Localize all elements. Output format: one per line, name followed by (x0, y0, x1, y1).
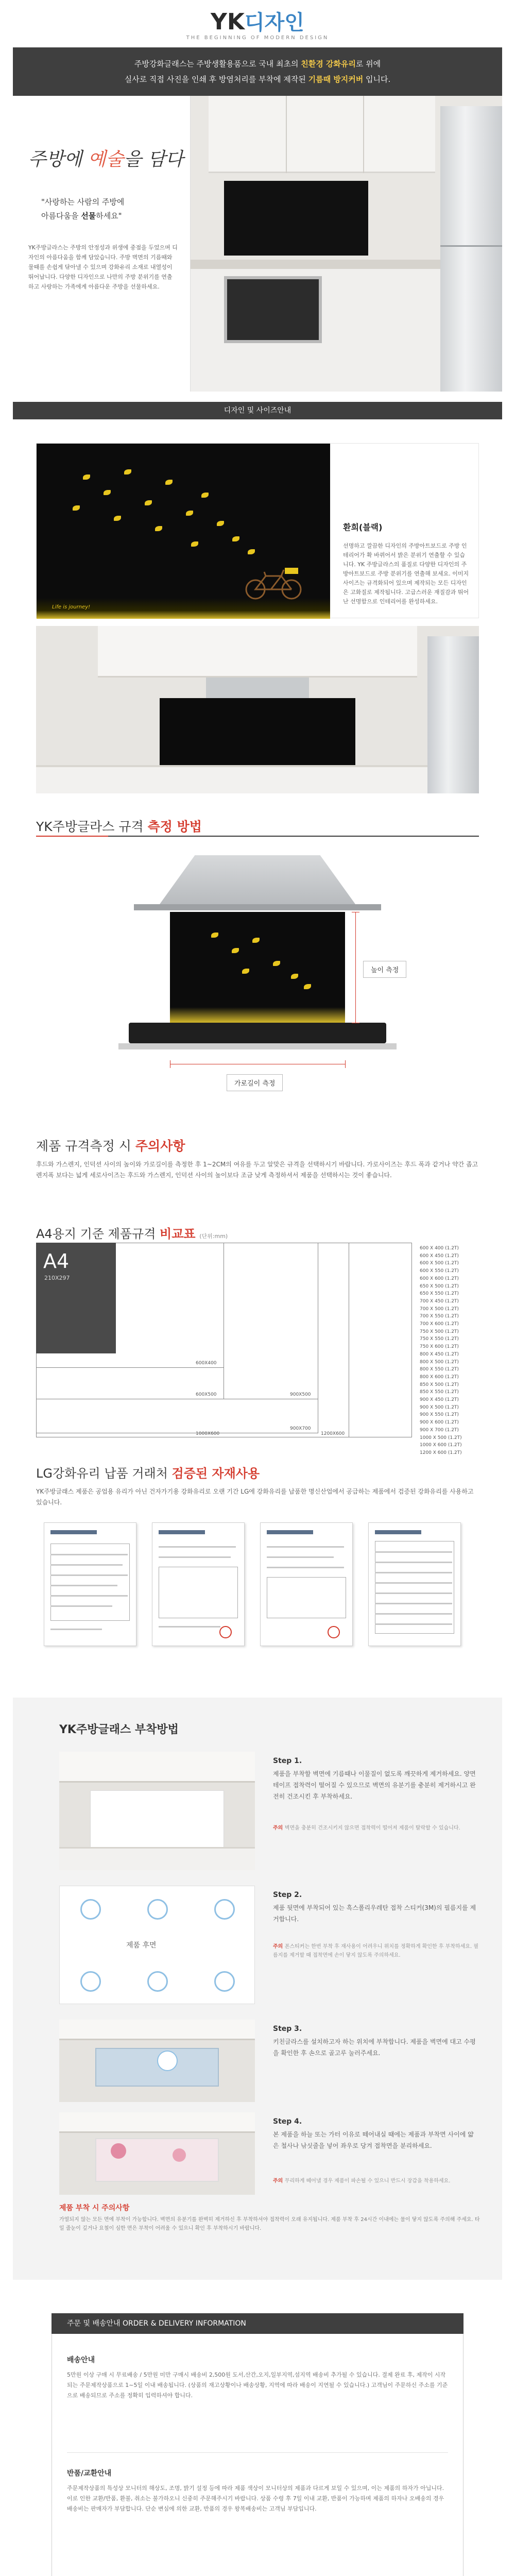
size-item: 900 X 500 (1.2T) (420, 1404, 459, 1410)
warning-label: 주의 (273, 2178, 285, 2184)
doc-line (375, 1603, 452, 1604)
range-hood (206, 677, 309, 698)
hero-description: YK주방글라스는 주방의 안정성과 위생에 중점을 두었으며 디자인의 아름다움을 함께 담았습니다. 주방 벽면의 기름때와 물때를 손쉽게 닦아낼 수 있으며 강화유리 소재로 내열성이 뛰어납니다. 다양한 디자인으로 나만의 주방 분위기를 연출하고 사랑하는 가족에게 아름다운 주방을 선물하세요. (28, 244, 178, 290)
leaf-shape (304, 984, 311, 989)
size-item: 650 X 500 (1.2T) (420, 1283, 459, 1289)
leaf-shape (291, 974, 298, 979)
dimension-tick (345, 1060, 346, 1068)
size-item: 700 X 600 (1.2T) (420, 1321, 459, 1327)
doc-line (50, 1629, 102, 1630)
doc-line (50, 1585, 117, 1586)
leaf-shape (155, 526, 162, 531)
delivery-title: 배송안내 (67, 2356, 95, 2364)
leaf-shape (232, 536, 239, 541)
doc-line (159, 1556, 231, 1558)
leaf-shape (242, 969, 249, 974)
a4-title-red: 비교표 (160, 1227, 196, 1241)
notes-title-red: 주의사항 (135, 1139, 185, 1154)
size-label: 600X400 (196, 1361, 217, 1366)
hero-title-accent: 예술 (88, 149, 124, 170)
leaf-shape (191, 541, 198, 547)
upper-cabinet (209, 96, 435, 173)
size-item: 850 X 550 (1.2T) (420, 1389, 459, 1395)
step-2-text: 제품 뒷면에 부착되어 있는 흑스폴리우레탄 접착 스티커(3M)의 필름지를 제거합니다. (273, 1904, 476, 1923)
brand-logo (0, 6, 515, 36)
size-item: 750 X 550 (1.2T) (420, 1336, 459, 1342)
intro-highlight: 친환경 강화유리 (301, 59, 356, 69)
upper-cabinet (98, 626, 417, 677)
doc-table (375, 1541, 454, 1634)
step-2-warning (273, 1942, 479, 1960)
size-item: 600 X 550 (1.2T) (420, 1268, 459, 1274)
doc-line (50, 1574, 128, 1576)
step-2-image (59, 1886, 255, 2004)
doc-line (50, 1595, 128, 1597)
size-item: 750 X 600 (1.2T) (420, 1344, 459, 1350)
leaf-shape (73, 505, 80, 511)
size-item: 650 X 550 (1.2T) (420, 1291, 459, 1297)
a4-title (36, 1224, 228, 1242)
back-side-label: 제품 후면 (126, 1941, 157, 1950)
upper-cabinet (59, 2112, 255, 2133)
cabinet-seam (286, 96, 287, 173)
intro-line-2 (13, 72, 502, 87)
step-3-image (59, 2020, 255, 2102)
oven (224, 276, 322, 343)
step-4-warning (273, 2177, 479, 2185)
bicycle-icon (243, 565, 304, 601)
warning-text: 폰스티커는 한번 부착 후 재사용이 어려우니 위치를 정확하게 확인한 후 부착하세요. 필름지를 제거할 때 접착면에 손이 닿지 않도록 주의하세요. (273, 1944, 479, 1958)
refrigerator-split (440, 245, 502, 247)
info-divider (67, 2452, 448, 2453)
doc-line (50, 1554, 128, 1555)
size-label: 900X500 (290, 1392, 311, 1397)
step-1-warning (273, 1824, 479, 1833)
width-label: 가로길이 측정 (227, 1074, 283, 1091)
doc-line (375, 1613, 452, 1615)
hero-quote-2 (41, 210, 122, 221)
design-name: 환희(블랙) (343, 522, 383, 532)
return-text: 주문제작상품의 특성상 모니터의 해상도, 조명, 밝기 설정 등에 따라 제품 색상이 모니터상의 제품과 다르게 보일 수 있으며, 이는 제품의 하자가 아닙니다. 이로 인한 교환/반품, 환불, 취소는 불가하오니 신중히 주문해주시기 바랍니다. 상품 수령 후 7일 이내 교환, 반품이 가능하며 제품의 하자나 오배송의 경우 배송비는 판매자가 부담합니다. 단순 변심에 의한 교환, 반품의 경우 왕복배송비는 고객님 부담입니다. (67, 2485, 444, 2512)
installed-kitchen-photo (36, 626, 479, 793)
leaf-shape (114, 516, 121, 521)
leaf-shape (165, 480, 173, 485)
warning-label: 주의 (273, 1825, 285, 1831)
doc-header (375, 1530, 421, 1534)
doc-line (375, 1572, 452, 1573)
hero-quote-text: 아름다움을 (41, 211, 81, 221)
step-2-title: Step 2. (273, 1891, 302, 1899)
intro-text: 입니다. (363, 75, 391, 84)
kitchen-glass-panel (160, 698, 355, 765)
adhesive-dot (147, 1971, 168, 1992)
size-item: 900 X 550 (1.2T) (420, 1412, 459, 1418)
warning-text: 벽면을 충분히 건조시키지 않으면 접착력이 떨어져 제품이 탈락할 수 있습니다. (284, 1825, 460, 1831)
step-4-image (59, 2112, 255, 2195)
size-item: 700 X 550 (1.2T) (420, 1314, 459, 1319)
size-item: 900 X 600 (1.2T) (420, 1420, 459, 1426)
doc-line (50, 1564, 123, 1566)
design-artwork (37, 444, 330, 619)
refrigerator (440, 106, 502, 392)
measure-title-text: YK주방글라스 규격 (36, 819, 148, 834)
leaf-shape (186, 511, 193, 516)
a4-title-unit: (단위:mm) (199, 1233, 228, 1240)
notes-title-text: 제품 규격측정 시 (36, 1139, 135, 1154)
certificate-document (368, 1522, 461, 1646)
seal-icon (219, 1626, 232, 1638)
adhesive-dot (80, 1899, 101, 1920)
hero-quote-bold: 선물 (81, 211, 96, 221)
size-label: 1000X600 (196, 1431, 220, 1436)
intro-text: 로 위에 (355, 59, 381, 69)
doc-header (50, 1530, 97, 1534)
lg-title-text: LG강화유리 납품 거래처 (36, 1466, 172, 1481)
install-caution-text: 가열되지 않는 모든 면에 부착이 가능합니다. 벽면의 유분기를 완벽히 제거하신 후 부착하셔야 접착력이 오래 유지됩니다. 제품 부착 후 24시간 이내에는 물이 닿지 않도록 주의해 주세요. 타일 줄눈이 깊거나 요철이 심한 면은 부착이 어려울 수 있으니 확인 후 부착하시기 바랍니다. (59, 2217, 480, 2231)
size-label: 900X700 (290, 1426, 311, 1431)
logo-korean: 디자인 (245, 11, 304, 35)
intro-text: 실사로 직접 사진을 인쇄 후 방염처리를 부착에 제작된 (124, 75, 308, 84)
refrigerator (427, 636, 479, 793)
size-item: 800 X 600 (1.2T) (420, 1374, 459, 1380)
doc-line (375, 1592, 452, 1594)
step-1-image (59, 1752, 255, 1870)
step-1-title: Step 1. (273, 1757, 302, 1765)
delivery-text: 5만원 이상 구매 시 무료배송 / 5만원 미만 구매시 배송비 2,500원 도서,산간,오지,일부지역,섬지역 배송비 추가될 수 있습니다. 결제 완료 후, 제작이 시작되는 주문제작상품으로 1~5일 이내 배송됩니다. (상품의 재고상황이나 배송상황, 지역에 따라 배송이 지연될 수 있습니다.) 고객님이 주문하신 주소를 기준으로 배송되므로 주소를 정확히 입력하셔야 합니다. (67, 2371, 448, 2399)
design-description: 선명하고 깔끔한 디자인의 주방아트보드로 주방 인테리어가 확 바뀌어서 밝은 분위기 연출할 수 있습니다. YK 주방글라스의 품질로 다양한 디자인의 주방아트보드로 주방 분위기를 연출해 보세요. 이미지 사이즈는 규격화되어 있으며 제작되는 모든 디자인은 고화질로 제작됩니다. 고급스러운 재질감과 뛰어난 선명함으로 인테리어를 완성하세요. (343, 543, 469, 605)
seal-icon (328, 1626, 340, 1638)
upper-cabinet (59, 1752, 255, 1783)
leaf-shape (124, 469, 131, 474)
kitchen-glass-panel (224, 181, 368, 256)
certificate-document (44, 1522, 136, 1646)
a4-label: A4 (43, 1250, 70, 1273)
doc-line (375, 1582, 452, 1584)
size-item: 750 X 500 (1.2T) (420, 1329, 459, 1334)
clean-wall (90, 1790, 224, 1850)
intro-text: 주방강화글래스는 주방생활용품으로 국내 최초의 (134, 59, 301, 69)
certificate-document (152, 1522, 245, 1646)
hero-kitchen-photo (13, 96, 502, 392)
design-grass (170, 1007, 345, 1023)
logo-yk: YK (211, 9, 245, 35)
section-divider-accent (36, 836, 108, 837)
leaf-shape (217, 521, 224, 526)
flower-shape (173, 2148, 186, 2162)
step-1-text: 제품을 부착할 벽면에 기름때나 이물질이 없도록 깨끗하게 제거하세요. 양면테이프 접착력이 떨어질 수 있으므로 벽면의 유분기를 충분히 제거하시고 완전히 건조시킨 후 부착하세요. (273, 1770, 476, 1800)
hero-title-text: 을 담다 (124, 149, 184, 170)
glass-panel-diagram (170, 912, 345, 1023)
size-list (420, 1245, 497, 1457)
size-item: 900 X 700 (1.2T) (420, 1427, 459, 1433)
order-info-box (52, 2313, 464, 2576)
size-item: 600 X 600 (1.2T) (420, 1276, 459, 1281)
doc-table (267, 1577, 346, 1618)
size-item: 600 X 450 (1.2T) (420, 1253, 459, 1259)
countertop (188, 260, 440, 269)
step-3-text: 키친글라스를 설치하고자 하는 위치에 부착합니다. 제품을 벽면에 대고 수평을 확인한 후 손으로 골고루 눌러주세요. (273, 2038, 476, 2057)
cabinet-seam (363, 96, 364, 173)
doc-line (375, 1551, 452, 1553)
leaf-shape (83, 474, 90, 480)
step-3-title: Step 3. (273, 2025, 302, 2033)
doc-line (267, 1546, 344, 1548)
upper-cabinet (59, 2020, 255, 2040)
notes-title (36, 1136, 185, 1155)
size-item: 800 X 450 (1.2T) (420, 1351, 459, 1357)
return-title: 반품/교환안내 (67, 2469, 112, 2478)
hero-title-text: 주방에 (28, 149, 88, 170)
glass-being-attached (95, 2048, 219, 2087)
lg-title-red: 검증된 자재사용 (171, 1466, 260, 1481)
size-item: 900 X 450 (1.2T) (420, 1397, 459, 1403)
flower-shape (111, 2143, 126, 2159)
size-item: 800 X 550 (1.2T) (420, 1367, 459, 1372)
size-item: 1000 X 600 (1.2T) (420, 1443, 462, 1448)
leaf-shape (273, 961, 280, 966)
size-item: 700 X 500 (1.2T) (420, 1306, 459, 1312)
design-card (36, 443, 479, 618)
a4-dimension: 210X297 (44, 1275, 70, 1281)
doc-line (267, 1567, 344, 1568)
countertop (118, 1043, 397, 1049)
a4-title-text: A4용지 기준 제품규격 (36, 1227, 160, 1241)
logo-tagline: THE BEGINNING OF MODERN DESIGN (186, 35, 329, 41)
adhesive-dot (214, 1899, 235, 1920)
warning-label: 주의 (273, 1944, 285, 1950)
adhesive-dot (147, 1899, 168, 1920)
doc-line (375, 1623, 452, 1625)
hero-text-panel (13, 96, 191, 392)
leaf-shape (145, 500, 152, 505)
certificate-document (260, 1522, 353, 1646)
size-item: 800 X 500 (1.2T) (420, 1359, 459, 1365)
measure-title-red: 측정 방법 (147, 819, 202, 834)
range-hood-diagram (160, 855, 355, 904)
leaf-shape (248, 549, 255, 554)
notes-text: 후드와 가스렌지, 인덕션 사이의 높이와 가로길이를 측정한 후 1~2CM의 여유를 두고 알맞은 규격을 선택하시기 바랍니다. 가로사이즈는 후드 폭과 같거나 약간 좁고 렌지폭 보다는 넓게 세로사이즈는 후드와 가스렌지, 인덕션 사이의 높이보다 조금 낮게 측정하셔서 제품을 선택하시는 것이 좋습니다. (36, 1161, 478, 1179)
size-label: 600X500 (196, 1392, 217, 1397)
install-caution-title: 제품 부착 시 주의사항 (59, 2204, 130, 2212)
doc-line (159, 1546, 236, 1548)
intro-highlight: 기름때 방지커버 (308, 75, 364, 84)
lg-text: YK주방글래스 제품은 공업용 유리가 아닌 건자가기용 강화유리로 오랜 기간 LG에 강화유리를 납품한 명신산업에서 공급하는 제품에서 검증된 강화유리를 사용하고 있습니다. (36, 1488, 474, 1506)
doc-line (50, 1605, 112, 1607)
hero-quote-text: 하세요" (96, 211, 122, 221)
measure-title (36, 817, 202, 835)
install-title: YK주방글래스 부착방법 (59, 1723, 179, 1736)
size-item: 1200 X 600 (1.2T) (420, 1450, 462, 1455)
adhesive-dot (80, 1971, 101, 1992)
size-item: 600 X 400 (1.2T) (420, 1246, 459, 1251)
size-item: 700 X 450 (1.2T) (420, 1298, 459, 1304)
doc-header (267, 1530, 313, 1534)
doc-line (267, 1556, 334, 1558)
size-item: 1000 X 500 (1.2T) (420, 1435, 462, 1440)
size-label: 1200X600 (321, 1431, 345, 1436)
intro-line-1 (13, 56, 502, 72)
hand-icon (157, 2050, 178, 2071)
leaf-shape (252, 938, 260, 943)
hero-title (28, 145, 183, 171)
range-hood-base (134, 904, 381, 910)
leaf-shape (232, 948, 239, 953)
cooktop (129, 1023, 386, 1043)
intro-banner (13, 47, 502, 96)
logo-area (0, 0, 515, 45)
design-section-bar: 디자인 및 사이즈안내 (13, 402, 502, 419)
hero-quote-1: "사랑하는 사람의 주방에 (41, 197, 125, 207)
adhesive-dot (214, 1971, 235, 1992)
step-4-title: Step 4. (273, 2117, 302, 2126)
warning-text: 무리하게 떼어낼 경우 제품이 파손될 수 있으니 반드시 장갑을 착용하세요. (284, 2178, 451, 2184)
leaf-shape (201, 493, 209, 498)
design-caption: Life is journey! (52, 604, 91, 610)
size-item: 850 X 500 (1.2T) (420, 1382, 459, 1387)
doc-line (375, 1562, 452, 1563)
lg-title (36, 1463, 260, 1481)
doc-table (159, 1567, 238, 1618)
a4-sheet (36, 1243, 116, 1353)
leaf-shape (211, 933, 218, 938)
step-4-text: 본 제품을 하늘 또는 가터 이유로 떼어내실 때에는 제품과 부착면 사이에 얇은 철사나 낚싯줄을 넣어 좌우로 당겨 접착면을 분리하세요. (273, 2131, 474, 2149)
doc-header (159, 1530, 205, 1534)
order-info-header: 주문 및 배송안내 ORDER & DELIVERY INFORMATION (52, 2313, 464, 2334)
leaf-shape (104, 490, 111, 495)
countertop (59, 1847, 255, 1870)
size-item: 600 X 500 (1.2T) (420, 1261, 459, 1266)
doc-line (159, 1626, 220, 1628)
countertop (36, 765, 479, 793)
height-label: 높이 측정 (363, 961, 406, 978)
height-dimension-line (355, 912, 356, 1023)
